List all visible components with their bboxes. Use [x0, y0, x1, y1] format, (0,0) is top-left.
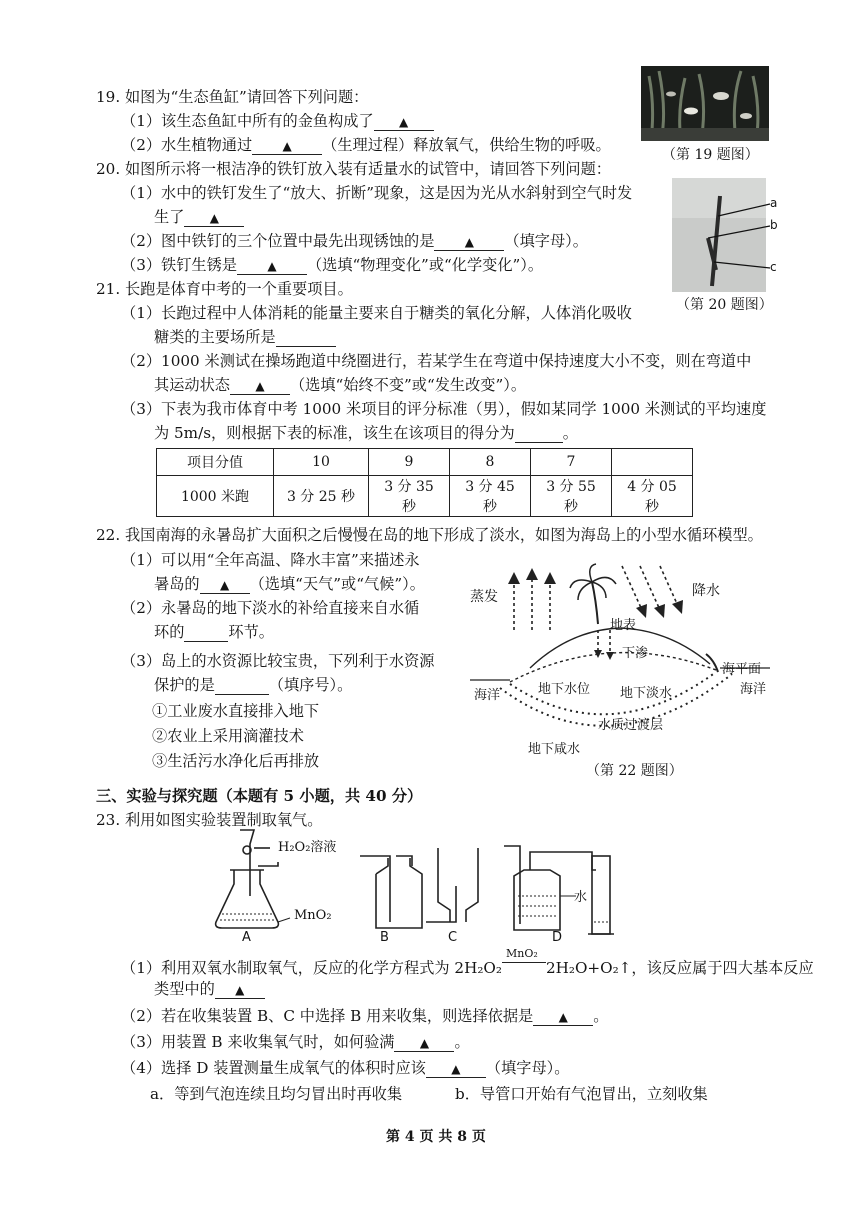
q23-option-a: a．等到气泡连续且均匀冒出时再收集: [150, 1085, 403, 1103]
answer-blank: ▲: [399, 115, 409, 129]
q21-part1b: 糖类的主要场所是: [154, 326, 336, 347]
apparatus-c-label: C: [448, 930, 458, 945]
table-cell: 9: [369, 449, 450, 476]
q22-option-3: ③生活污水净化后再排放: [152, 752, 320, 770]
apparatus-d-label: D: [552, 930, 563, 945]
page-footer: 第 4 页 共 8 页: [386, 1129, 486, 1145]
label-ocean-right: 海洋: [740, 682, 767, 697]
q23-part4: （4）选择 D 装置测量生成氧气的体积时应该 ▲ （填字母）。: [121, 1059, 570, 1077]
q21-title: 21. 长跑是体育中考的一个重要项目。: [96, 280, 353, 298]
q22-part2b: 环的 环节。: [154, 623, 274, 641]
answer-blank: ▲: [209, 211, 219, 225]
table-header-row: [157, 449, 693, 476]
water-label: 水: [574, 890, 588, 905]
q22-caption: （第 22 题图）: [586, 763, 683, 779]
apparatus-a-label: A: [242, 930, 251, 945]
q22-part3b: 保护的是 （填序号）。: [154, 676, 353, 694]
q23-part1a: （1）利用双氧水制取氧气，反应的化学方程式为 2H₂O₂ MnO₂ 2H₂O+O₂↑，该反应属于四大基本反应: [121, 947, 814, 977]
table-cell: 3 分 55 秒: [531, 476, 612, 517]
label-c: c: [770, 260, 777, 274]
q22-part1a: （1）可以用“全年高温、降水丰富”来描述永: [121, 551, 420, 569]
label-transition-layer: 水质过渡层: [598, 718, 664, 733]
answer-blank: ▲: [464, 235, 475, 249]
label-surface: 地表: [610, 618, 637, 633]
score-table: [156, 448, 693, 517]
label-salt-groundwater: 地下咸水: [528, 742, 581, 757]
answer-blank: ▲: [558, 1010, 568, 1024]
answer-blank: ▲: [267, 259, 277, 273]
q21-part1a: （1）长跑过程中人体消耗的能量主要来自于糖类的氧化分解，人体消化吸收: [121, 304, 632, 322]
q19-caption: （第 19 题图）: [662, 147, 759, 163]
label-sea-level: 海平面: [722, 662, 762, 677]
section-heading: 三、实验与探究题（本题有 5 小题，共 40 分）: [96, 787, 423, 805]
apparatus-diagram: [200, 826, 620, 946]
table-cell: 3 分 45 秒: [450, 476, 531, 517]
label-fresh-groundwater: 地下淡水: [620, 686, 673, 701]
label-ocean-left: 海洋: [474, 688, 501, 703]
q21-part2b: 其运动状态 ▲ （选填“始终不变”或“发生改变”）。: [154, 376, 527, 394]
label-b: b: [770, 218, 778, 232]
table-cell: [612, 449, 693, 476]
q21-part3a: （3）下表为我市体育中考 1000 米项目的评分标准（男），假如某同学 1000 米测试的平均速度: [121, 400, 767, 418]
water-cycle-diagram: [470, 560, 790, 760]
table-cell: 4 分 05 秒: [612, 476, 693, 517]
q22-part3a: （3）岛上的水资源比较宝贵，下列利于水资源: [121, 652, 435, 670]
q23-part1b: 类型中的 ▲: [154, 978, 265, 999]
q20-part1a: （1）水中的铁钉发生了“放大、折断”现象，这是因为光从水斜射到空气时发: [121, 184, 633, 202]
table-row: [157, 476, 693, 517]
label-a: a: [770, 196, 778, 210]
table-cell: 3 分 25 秒: [274, 476, 369, 517]
q22-title: 22. 我国南海的永暑岛扩大面积之后慢慢在岛的地下形成了淡水，如图为海岛上的小型水循环模型。: [96, 526, 763, 544]
mno2-label: MnO₂: [294, 908, 332, 923]
q20-title: 20. 如图所示将一根洁净的铁钉放入装有适量水的试管中，请回答下列问题：: [96, 160, 611, 178]
table-cell: 7: [531, 449, 612, 476]
answer-blank: ▲: [282, 139, 292, 153]
q22-option-2: ②农业上采用滴灌技术: [152, 727, 304, 745]
nail-in-tube-photo: [672, 178, 784, 292]
label-seepage: 下渗: [622, 646, 649, 661]
catalyst-label: MnO₂: [505, 947, 538, 960]
answer-blank: ▲: [219, 578, 230, 592]
q23-title: 23. 利用如图实验装置制取氧气。: [96, 811, 323, 829]
q19-part1: （1）该生态鱼缸中所有的金鱼构成了 ▲: [121, 110, 434, 131]
label-water-table: 地下水位: [538, 682, 591, 697]
label-evaporation: 蒸发: [470, 589, 498, 605]
apparatus-b-label: B: [380, 930, 389, 945]
q23-part3: （3）用装置 B 来收集氧气时，如何验满 ▲ 。: [121, 1033, 470, 1051]
fish-tank-photo: [641, 66, 769, 141]
h2o2-label: H₂O₂溶液: [278, 840, 337, 855]
q23-option-b: b．导管口开始有气泡冒出，立刻收集: [455, 1085, 708, 1103]
q23-part2: （2）若在收集装置 B、C 中选择 B 用来收集，则选择依据是 ▲ 。: [121, 1007, 609, 1025]
q19-part2: （2）水生植物通过 ▲ （生理过程）释放氧气，供给生物的呼吸。: [121, 136, 611, 154]
table-cell: 1000 米跑: [157, 476, 274, 517]
q19-title: 19. 如图为“生态鱼缸”请回答下列问题：: [96, 88, 369, 106]
label-precipitation: 降水: [692, 583, 720, 599]
table-cell: 3 分 35 秒: [369, 476, 450, 517]
table-cell: 10: [274, 449, 369, 476]
q20-part3: （3）铁钉生锈是 ▲ （选填“物理变化”或“化学变化”）。: [121, 256, 544, 274]
q21-part3b: 为 5m/s，则根据下表的标准，该生在该项目的得分为 。: [154, 424, 578, 442]
q20-caption: （第 20 题图）: [676, 297, 773, 313]
answer-blank: ▲: [419, 1036, 430, 1050]
q20-part2: （2）图中铁钉的三个位置中最先出现锈蚀的是 ▲ （填字母）。: [121, 232, 588, 250]
table-cell: 项目分值: [157, 449, 274, 476]
q21-part2a: （2）1000 米测试在操场跑道中绕圈进行，若某学生在弯道中保持速度大小不变，则在弯道中: [121, 352, 752, 370]
q20-part1b: 生了 ▲: [154, 206, 244, 227]
q22-part2a: （2）永暑岛的地下淡水的补给直接来自水循: [121, 599, 420, 617]
answer-blank: ▲: [255, 379, 265, 393]
table-cell: 8: [450, 449, 531, 476]
q22-part1b: 暑岛的 ▲ （选填“天气”或“气候”）。: [154, 575, 425, 593]
answer-blank: ▲: [235, 983, 245, 997]
answer-blank: ▲: [451, 1062, 461, 1076]
q22-option-1: ①工业废水直接排入地下: [152, 702, 320, 720]
